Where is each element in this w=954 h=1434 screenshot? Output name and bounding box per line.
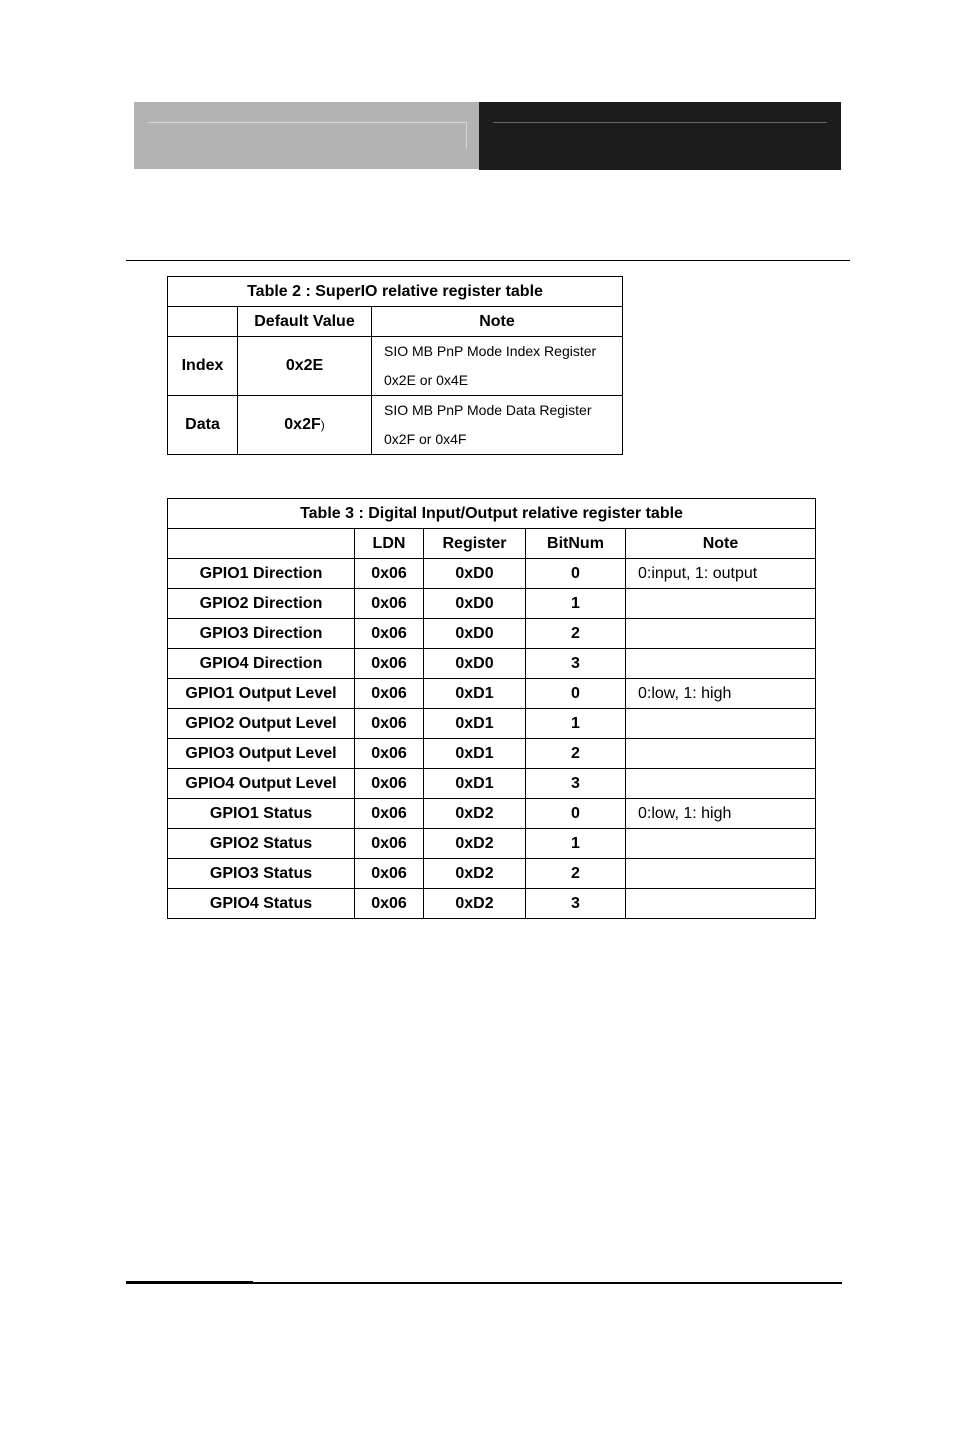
- note-value: [626, 859, 816, 889]
- signal-name: GPIO4 Status: [168, 889, 355, 919]
- bitnum-value: 3: [526, 769, 626, 799]
- table-row: [168, 769, 816, 799]
- ldn-value: 0x06: [355, 679, 424, 709]
- register-value: 0xD0: [424, 559, 526, 589]
- note-value: [626, 589, 816, 619]
- table-row: [168, 559, 816, 589]
- signal-name: GPIO3 Direction: [168, 619, 355, 649]
- signal-name: GPIO2 Status: [168, 829, 355, 859]
- ldn-value: 0x06: [355, 829, 424, 859]
- header-note: Note: [626, 529, 816, 559]
- ldn-value: 0x06: [355, 859, 424, 889]
- note-value: 0:low, 1: high: [626, 799, 816, 829]
- ldn-value: 0x06: [355, 799, 424, 829]
- header-cell-empty: [168, 529, 355, 559]
- header-right-line: [493, 122, 827, 123]
- note-line: SIO MB PnP Mode Index Register: [384, 343, 597, 359]
- register-value: 0xD1: [424, 739, 526, 769]
- dio-register-table: [167, 498, 816, 919]
- note-value: 0:input, 1: output: [626, 559, 816, 589]
- note-value: [626, 709, 816, 739]
- bitnum-value: 3: [526, 649, 626, 679]
- header-ldn: LDN: [355, 529, 424, 559]
- register-value: 0xD1: [424, 769, 526, 799]
- signal-name: GPIO3 Output Level: [168, 739, 355, 769]
- note-value: 0:low, 1: high: [626, 679, 816, 709]
- top-divider: [126, 260, 850, 261]
- superio-register-table: [167, 276, 623, 455]
- register-value: 0xD2: [424, 799, 526, 829]
- table-header-row: [168, 307, 623, 337]
- table-row: [168, 396, 623, 455]
- register-name: Data: [168, 396, 238, 455]
- signal-name: GPIO1 Status: [168, 799, 355, 829]
- note-line: 0x2F or 0x4F: [384, 431, 467, 447]
- note-value: [626, 619, 816, 649]
- bitnum-value: 1: [526, 589, 626, 619]
- register-note: [372, 337, 623, 396]
- header-left-frame-line: [148, 122, 467, 149]
- table-title: Table 3 : Digital Input/Output relative register table: [168, 499, 816, 529]
- register-note: [372, 396, 623, 455]
- register-default-value: [238, 337, 372, 396]
- signal-name: GPIO1 Direction: [168, 559, 355, 589]
- bitnum-value: 0: [526, 559, 626, 589]
- signal-name: GPIO4 Output Level: [168, 769, 355, 799]
- ldn-value: 0x06: [355, 889, 424, 919]
- table-row: [168, 619, 816, 649]
- table-row: [168, 799, 816, 829]
- table-title: Table 2 : SuperIO relative register table: [168, 277, 623, 307]
- bitnum-value: 3: [526, 889, 626, 919]
- header-register: Register: [424, 529, 526, 559]
- value-text: 0x2F: [284, 416, 321, 433]
- register-value: 0xD0: [424, 619, 526, 649]
- table-body: [168, 559, 816, 919]
- ldn-value: 0x06: [355, 589, 424, 619]
- register-value: 0xD2: [424, 859, 526, 889]
- ldn-value: 0x06: [355, 619, 424, 649]
- ldn-value: 0x06: [355, 769, 424, 799]
- note-value: [626, 769, 816, 799]
- bitnum-value: 0: [526, 799, 626, 829]
- table-title-row: [168, 499, 816, 529]
- value-suffix: ): [320, 418, 325, 432]
- bitnum-value: 2: [526, 739, 626, 769]
- ldn-value: 0x06: [355, 559, 424, 589]
- table-row: [168, 337, 623, 396]
- table-row: [168, 889, 816, 919]
- note-value: [626, 739, 816, 769]
- signal-name: GPIO4 Direction: [168, 649, 355, 679]
- register-default-value: [238, 396, 372, 455]
- table-row: [168, 679, 816, 709]
- table-row: [168, 739, 816, 769]
- bitnum-value: 2: [526, 619, 626, 649]
- bitnum-value: 0: [526, 679, 626, 709]
- ldn-value: 0x06: [355, 739, 424, 769]
- table-title-row: [168, 277, 623, 307]
- register-value: 0xD2: [424, 829, 526, 859]
- register-name: Index: [168, 337, 238, 396]
- table-row: [168, 859, 816, 889]
- note-value: [626, 649, 816, 679]
- register-value: 0xD1: [424, 679, 526, 709]
- note-value: [626, 829, 816, 859]
- table-row: [168, 709, 816, 739]
- note-value: [626, 889, 816, 919]
- register-value: 0xD0: [424, 649, 526, 679]
- signal-name: GPIO2 Direction: [168, 589, 355, 619]
- table-header-row: [168, 529, 816, 559]
- table-row: [168, 589, 816, 619]
- signal-name: GPIO2 Output Level: [168, 709, 355, 739]
- note-line: SIO MB PnP Mode Data Register: [384, 402, 592, 418]
- bitnum-value: 1: [526, 709, 626, 739]
- register-value: 0xD0: [424, 589, 526, 619]
- header-default-value: Default Value: [238, 307, 372, 337]
- register-value: 0xD2: [424, 889, 526, 919]
- header-note: Note: [372, 307, 623, 337]
- ldn-value: 0x06: [355, 649, 424, 679]
- header-banner-left: [134, 102, 480, 169]
- register-value: 0xD1: [424, 709, 526, 739]
- bitnum-value: 2: [526, 859, 626, 889]
- header-cell-empty: [168, 307, 238, 337]
- footer-divider-accent: [126, 1281, 253, 1284]
- signal-name: GPIO1 Output Level: [168, 679, 355, 709]
- note-line: 0x2E or 0x4E: [384, 372, 469, 388]
- header-banner-right: [479, 102, 841, 170]
- table-row: [168, 649, 816, 679]
- table-row: [168, 829, 816, 859]
- signal-name: GPIO3 Status: [168, 859, 355, 889]
- value-text: 0x2E: [285, 357, 324, 374]
- header-bitnum: BitNum: [526, 529, 626, 559]
- ldn-value: 0x06: [355, 709, 424, 739]
- bitnum-value: 1: [526, 829, 626, 859]
